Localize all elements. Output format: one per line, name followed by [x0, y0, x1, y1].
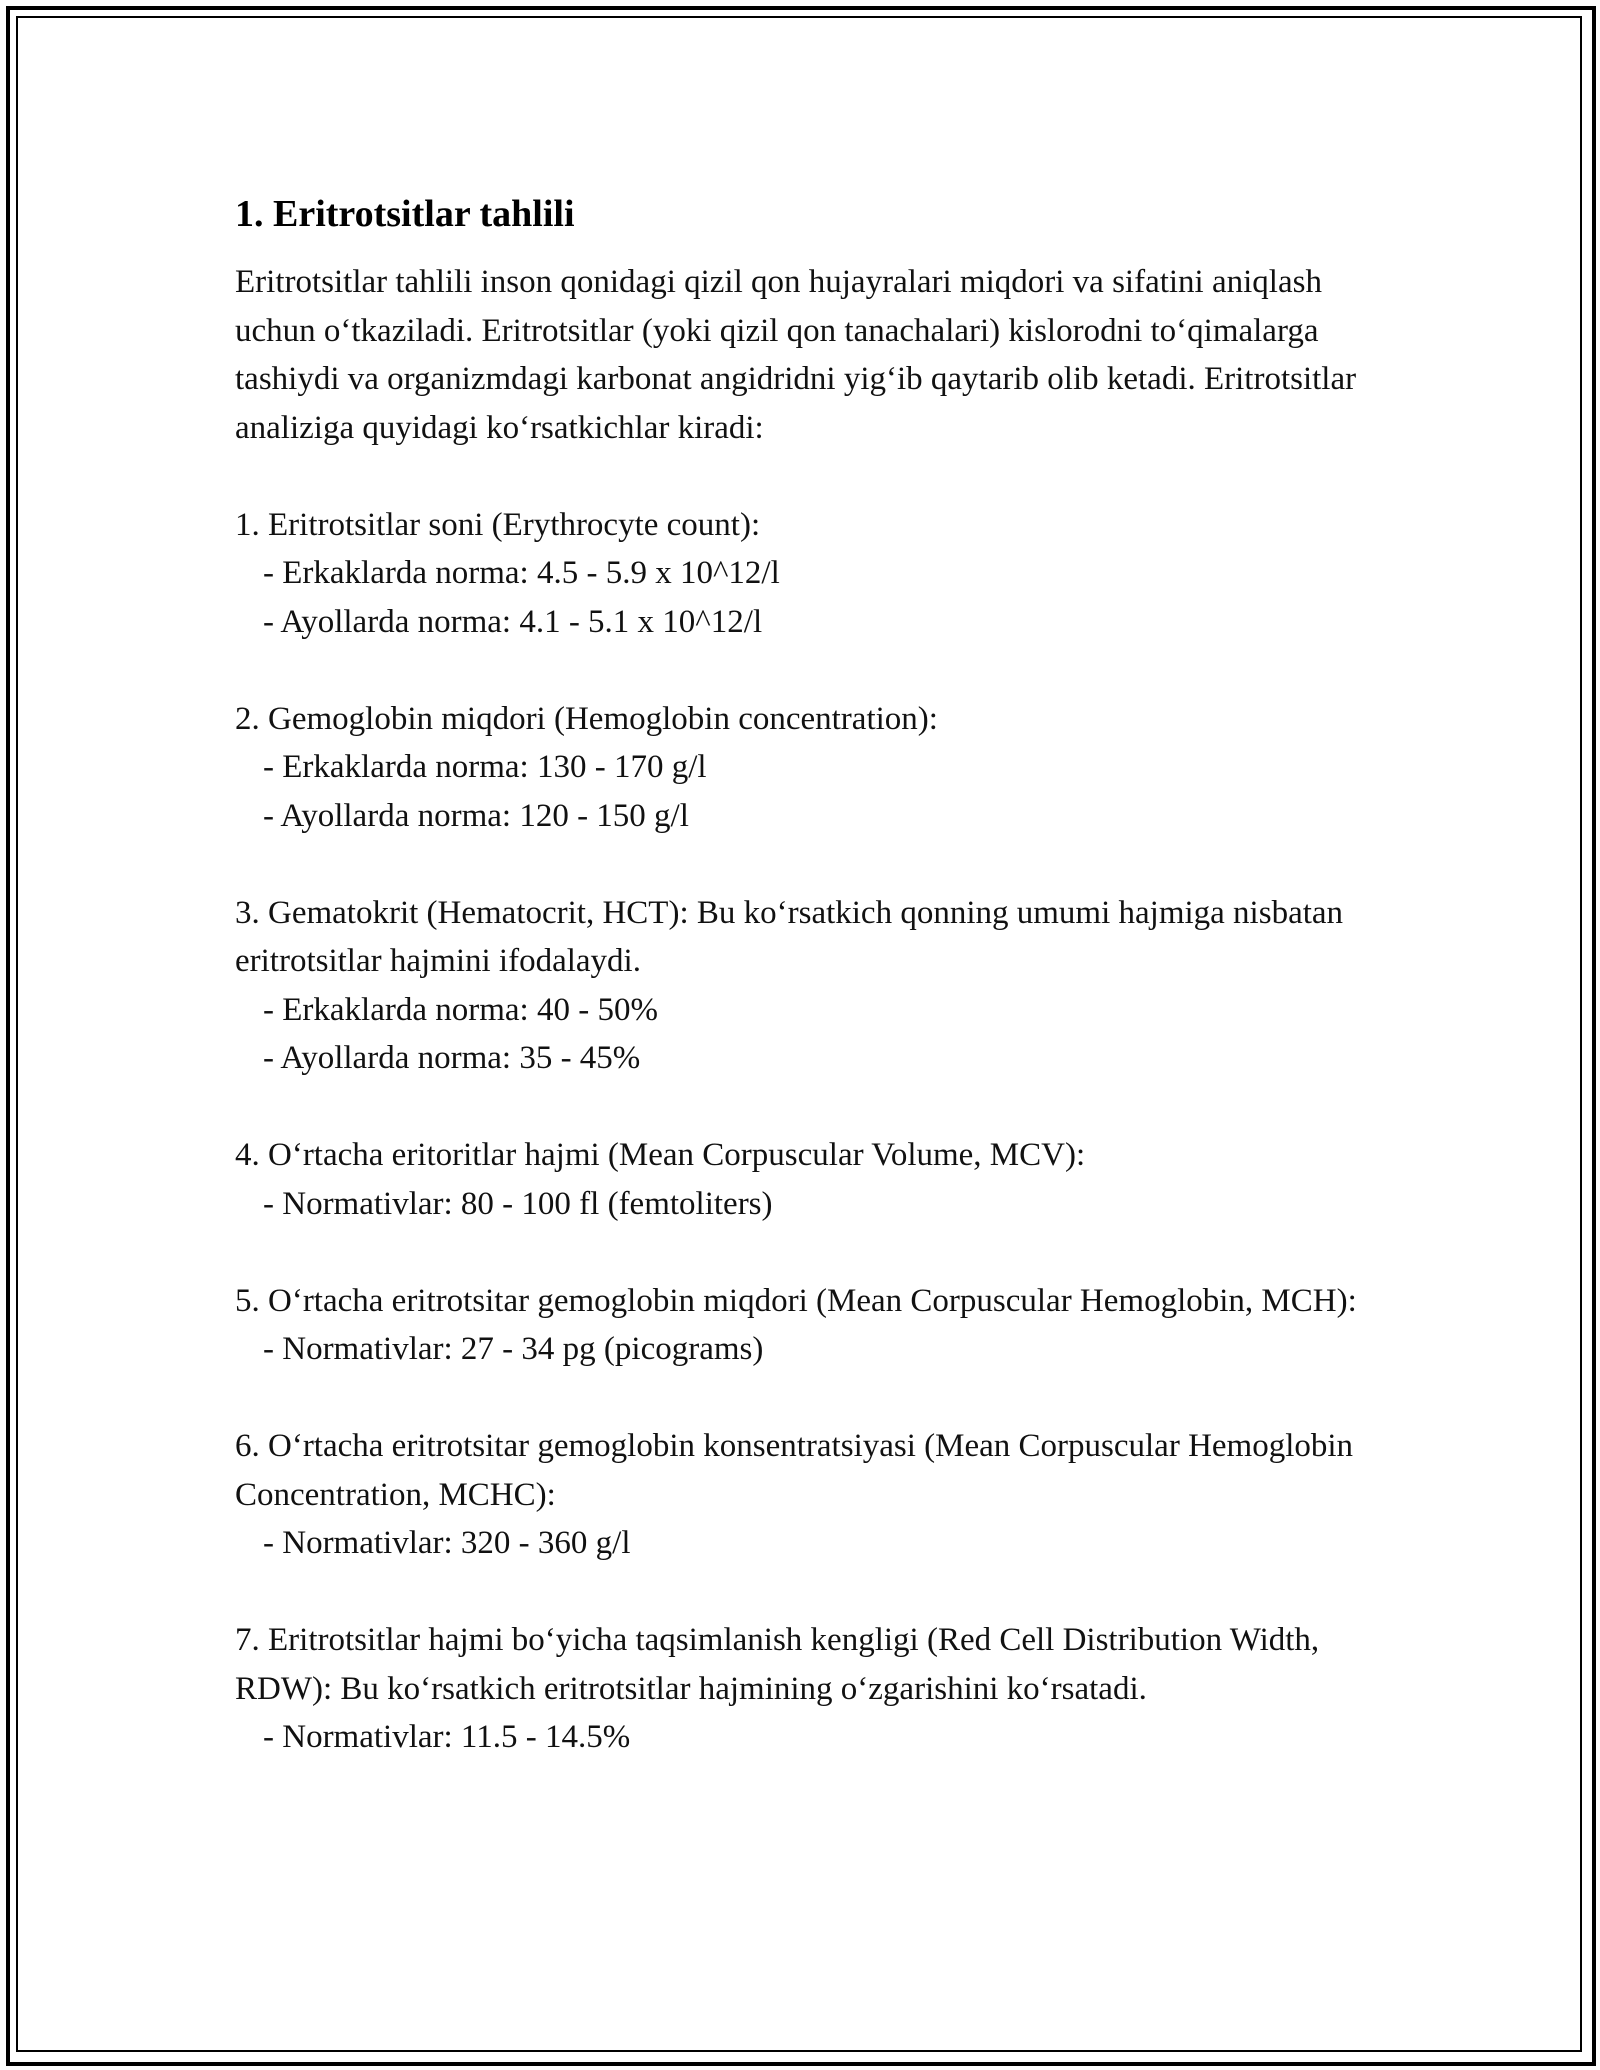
item-detail: - Normativlar: 11.5 - 14.5% — [263, 1719, 631, 1755]
list-item — [235, 1422, 1385, 1568]
list-item — [235, 1277, 1385, 1374]
intro-paragraph: Eritrotsitlar tahlili inson qonidagi qizil qon hujayralari miqdori va sifatini aniqlash uchun o‘tkaziladi. Eritrotsitlar (yoki qizil qon tanachalari) kislorodni to‘qimalarga tashiydi va organizmdagi karbonat angidridni yig‘ib qaytarib olib ketadi. Eritrotsitlar analiziga quyidagi ko‘rsatkichlar kiradi: — [235, 264, 1357, 446]
item-heading: 4. O‘rtacha eritoritlar hajmi (Mean Corpuscular Volume, MCV): — [235, 1137, 1086, 1173]
item-detail: - Ayollarda norma: 35 - 45% — [263, 1040, 641, 1076]
item-heading: 7. Eritrotsitlar hajmi bo‘yicha taqsimlanish kengligi (Red Cell Distribution Width, RDW): Bu ko‘rsatkich eritrotsitlar hajmining o‘zgarishini ko‘rsatadi. — [235, 1622, 1320, 1707]
list-item — [235, 889, 1385, 1083]
list-item — [235, 695, 1385, 841]
item-detail: - Normativlar: 80 - 100 fl (femtoliters) — [263, 1185, 773, 1222]
item-detail: - Erkaklarda norma: 130 - 170 g/l — [263, 749, 707, 785]
item-detail: - Erkaklarda norma: 40 - 50% — [263, 991, 658, 1028]
list-item — [235, 501, 1385, 647]
item-detail: - Ayollarda norma: 4.1 - 5.1 x 10^12/l — [263, 603, 763, 640]
item-heading: 2. Gemoglobin miqdori (Hemoglobin concentration): — [235, 700, 938, 737]
item-detail: - Normativlar: 27 - 34 pg (picograms) — [263, 1331, 764, 1367]
list-item — [235, 1131, 1385, 1228]
list-item — [235, 1616, 1385, 1762]
item-detail: - Ayollarda norma: 120 - 150 g/l — [263, 797, 689, 834]
document-body — [235, 188, 1385, 1762]
item-heading: 3. Gematokrit (Hematocrit, HCT): Bu ko‘rsatkich qonning umumi hajmiga nisbatan eritrotsitlar hajmini ifodalaydi. — [235, 894, 1344, 979]
item-detail: - Normativlar: 320 - 360 g/l — [263, 1525, 631, 1561]
item-heading: 6. O‘rtacha eritrotsitar gemoglobin konsentratsiyasi (Mean Corpuscular Hemoglobin Concentration, MCHC): — [235, 1428, 1354, 1513]
item-detail: - Erkaklarda norma: 4.5 - 5.9 x 10^12/l — [263, 555, 780, 591]
section-title: 1. Eritrotsitlar tahlili — [235, 193, 575, 235]
item-heading: 5. O‘rtacha eritrotsitar gemoglobin miqdori (Mean Corpuscular Hemoglobin, MCH): — [235, 1282, 1357, 1319]
item-heading: 1. Eritrotsitlar soni (Erythrocyte count): — [235, 506, 761, 543]
